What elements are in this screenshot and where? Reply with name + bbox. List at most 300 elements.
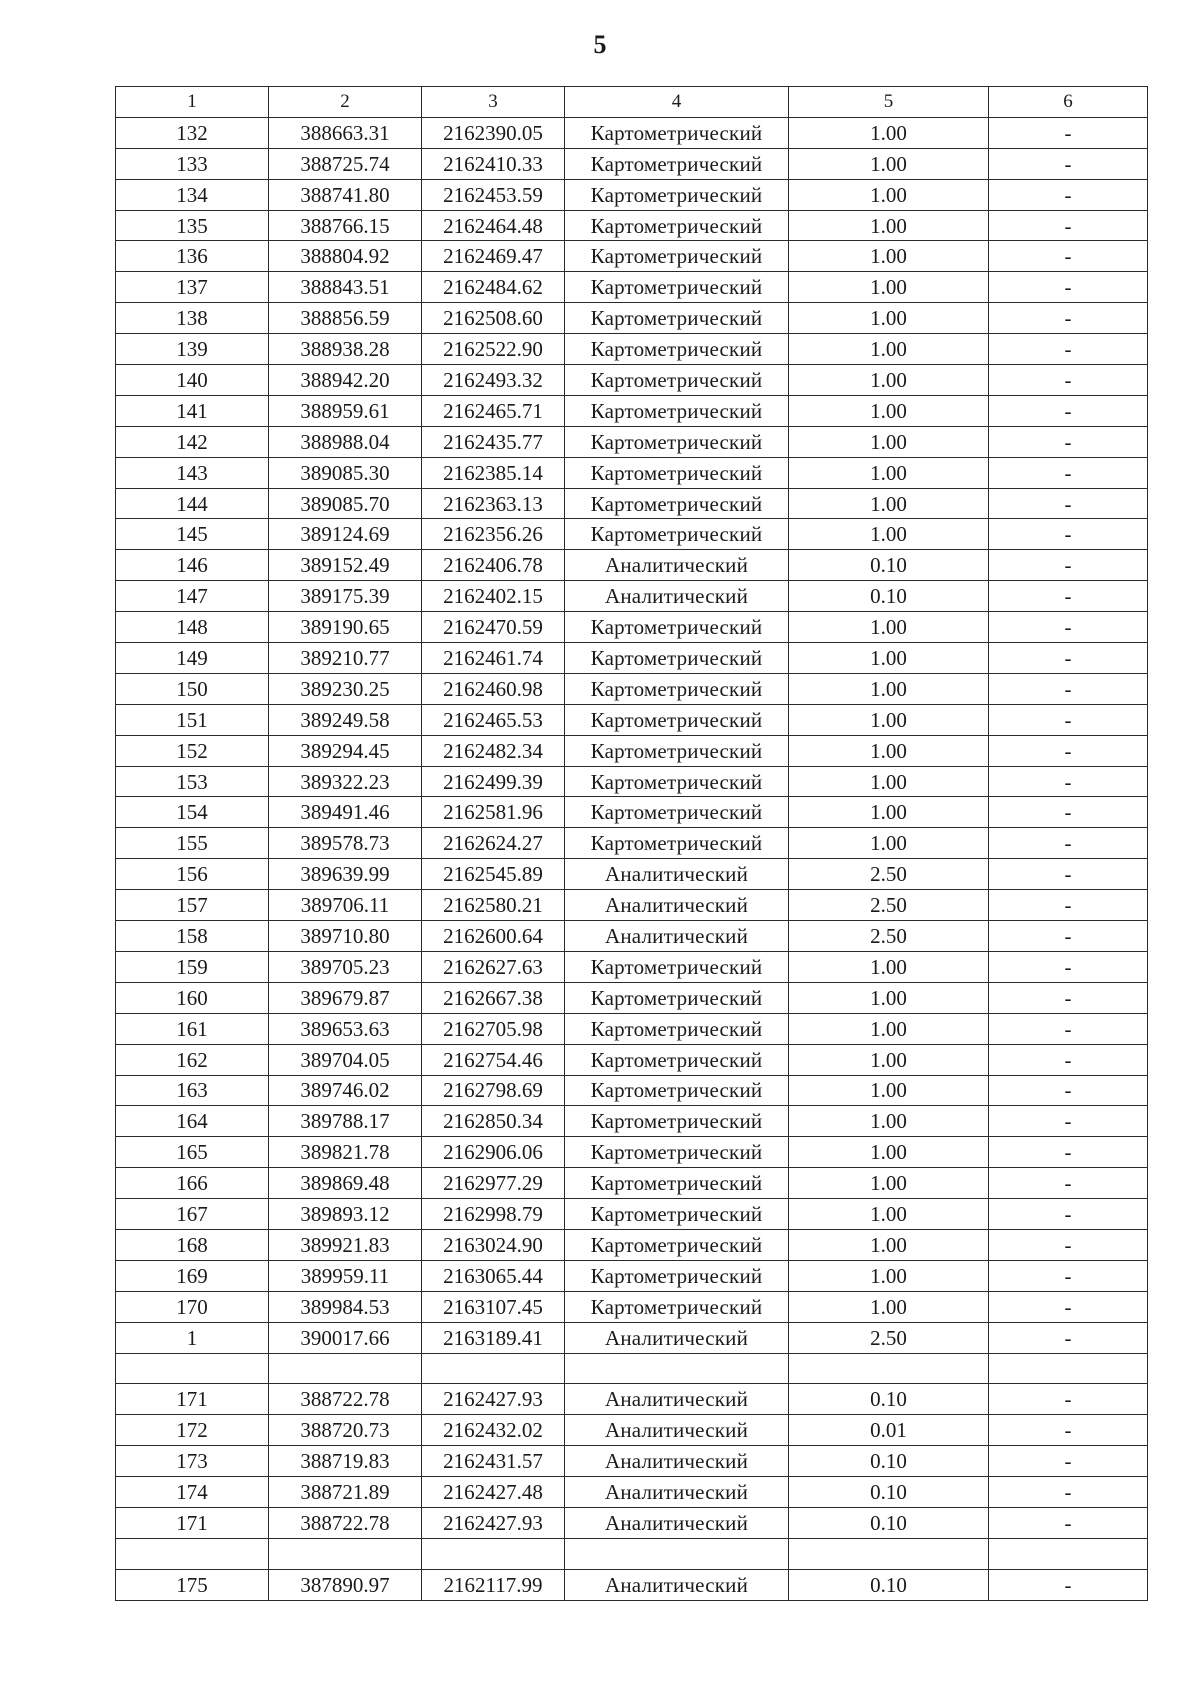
y-coordinate-cell: 2162977.29 (422, 1168, 565, 1199)
note-cell: - (989, 334, 1148, 365)
x-coordinate-cell (269, 1353, 422, 1384)
point-number-cell: 132 (116, 117, 269, 148)
y-coordinate-cell: 2162624.27 (422, 828, 565, 859)
note-cell: - (989, 828, 1148, 859)
point-number-cell: 174 (116, 1477, 269, 1508)
point-number-cell: 141 (116, 395, 269, 426)
x-coordinate-cell: 389706.11 (269, 890, 422, 921)
method-cell: Картометрический (565, 1199, 789, 1230)
note-cell: - (989, 1446, 1148, 1477)
column-header-1: 1 (116, 87, 269, 118)
y-coordinate-cell: 2162435.77 (422, 426, 565, 457)
column-header-6: 6 (989, 87, 1148, 118)
x-coordinate-cell: 388938.28 (269, 334, 422, 365)
point-number-cell: 1 (116, 1322, 269, 1353)
method-cell: Картометрический (565, 117, 789, 148)
method-cell: Картометрический (565, 1291, 789, 1322)
x-coordinate-cell: 388856.59 (269, 303, 422, 334)
table-row (116, 673, 1148, 704)
table-row (116, 735, 1148, 766)
method-cell: Картометрический (565, 426, 789, 457)
method-cell: Аналитический (565, 550, 789, 581)
method-cell: Картометрический (565, 766, 789, 797)
note-cell: - (989, 1199, 1148, 1230)
note-cell: - (989, 488, 1148, 519)
point-number-cell: 136 (116, 241, 269, 272)
table-row (116, 1384, 1148, 1415)
accuracy-cell: 0.10 (789, 1384, 989, 1415)
table-row (116, 1291, 1148, 1322)
table-row (116, 365, 1148, 396)
method-cell: Картометрический (565, 1229, 789, 1260)
x-coordinate-cell: 389230.25 (269, 673, 422, 704)
y-coordinate-cell: 2162667.38 (422, 982, 565, 1013)
note-cell: - (989, 1229, 1148, 1260)
table-row (116, 1477, 1148, 1508)
point-number-cell: 145 (116, 519, 269, 550)
y-coordinate-cell: 2162470.59 (422, 612, 565, 643)
x-coordinate-cell: 388719.83 (269, 1446, 422, 1477)
y-coordinate-cell: 2162499.39 (422, 766, 565, 797)
table-row (116, 519, 1148, 550)
point-number-cell: 173 (116, 1446, 269, 1477)
table-row (116, 1199, 1148, 1230)
note-cell: - (989, 1075, 1148, 1106)
method-cell: Картометрический (565, 982, 789, 1013)
point-number-cell: 140 (116, 365, 269, 396)
note-cell: - (989, 1322, 1148, 1353)
accuracy-cell: 1.00 (789, 148, 989, 179)
x-coordinate-cell: 389294.45 (269, 735, 422, 766)
method-cell: Картометрический (565, 1137, 789, 1168)
y-coordinate-cell: 2162998.79 (422, 1199, 565, 1230)
note-cell: - (989, 1507, 1148, 1538)
table-row (116, 303, 1148, 334)
note-cell: - (989, 519, 1148, 550)
accuracy-cell (789, 1353, 989, 1384)
y-coordinate-cell: 2162465.53 (422, 704, 565, 735)
x-coordinate-cell: 388843.51 (269, 272, 422, 303)
point-number-cell: 169 (116, 1260, 269, 1291)
x-coordinate-cell: 389190.65 (269, 612, 422, 643)
x-coordinate-cell: 389322.23 (269, 766, 422, 797)
y-coordinate-cell: 2162508.60 (422, 303, 565, 334)
method-cell: Аналитический (565, 1415, 789, 1446)
accuracy-cell: 1.00 (789, 303, 989, 334)
x-coordinate-cell: 389746.02 (269, 1075, 422, 1106)
table-row (116, 1415, 1148, 1446)
accuracy-cell: 0.01 (789, 1415, 989, 1446)
note-cell (989, 1353, 1148, 1384)
y-coordinate-cell: 2162461.74 (422, 643, 565, 674)
note-cell: - (989, 859, 1148, 890)
point-number-cell: 138 (116, 303, 269, 334)
x-coordinate-cell: 388725.74 (269, 148, 422, 179)
point-number-cell: 168 (116, 1229, 269, 1260)
note-cell: - (989, 1291, 1148, 1322)
y-coordinate-cell: 2162545.89 (422, 859, 565, 890)
point-number-cell: 153 (116, 766, 269, 797)
point-number-cell (116, 1538, 269, 1569)
accuracy-cell: 1.00 (789, 1106, 989, 1137)
accuracy-cell: 1.00 (789, 735, 989, 766)
point-number-cell: 139 (116, 334, 269, 365)
accuracy-cell: 1.00 (789, 117, 989, 148)
accuracy-cell: 0.10 (789, 1569, 989, 1600)
note-cell: - (989, 1569, 1148, 1600)
y-coordinate-cell: 2162906.06 (422, 1137, 565, 1168)
y-coordinate-cell: 2162117.99 (422, 1569, 565, 1600)
y-coordinate-cell: 2162427.93 (422, 1384, 565, 1415)
column-header-3: 3 (422, 87, 565, 118)
point-number-cell: 134 (116, 179, 269, 210)
method-cell: Картометрический (565, 457, 789, 488)
note-cell: - (989, 1106, 1148, 1137)
y-coordinate-cell: 2163065.44 (422, 1260, 565, 1291)
method-cell: Картометрический (565, 241, 789, 272)
accuracy-cell: 1.00 (789, 519, 989, 550)
point-number-cell: 170 (116, 1291, 269, 1322)
x-coordinate-cell: 389959.11 (269, 1260, 422, 1291)
method-cell: Аналитический (565, 890, 789, 921)
x-coordinate-cell: 390017.66 (269, 1322, 422, 1353)
x-coordinate-cell: 389085.70 (269, 488, 422, 519)
x-coordinate-cell: 388988.04 (269, 426, 422, 457)
x-coordinate-cell: 388722.78 (269, 1384, 422, 1415)
accuracy-cell: 1.00 (789, 951, 989, 982)
table-row (116, 1229, 1148, 1260)
note-cell: - (989, 1137, 1148, 1168)
point-number-cell: 171 (116, 1384, 269, 1415)
method-cell: Картометрический (565, 1106, 789, 1137)
accuracy-cell: 0.10 (789, 1446, 989, 1477)
note-cell: - (989, 365, 1148, 396)
x-coordinate-cell: 389921.83 (269, 1229, 422, 1260)
y-coordinate-cell: 2162627.63 (422, 951, 565, 982)
method-cell: Аналитический (565, 1446, 789, 1477)
x-coordinate-cell: 387890.97 (269, 1569, 422, 1600)
note-cell: - (989, 766, 1148, 797)
column-header-4: 4 (565, 87, 789, 118)
point-number-cell: 161 (116, 1013, 269, 1044)
method-cell: Картометрический (565, 612, 789, 643)
x-coordinate-cell: 389893.12 (269, 1199, 422, 1230)
point-number-cell: 137 (116, 272, 269, 303)
accuracy-cell: 1.00 (789, 272, 989, 303)
table-row (116, 1569, 1148, 1600)
accuracy-cell: 1.00 (789, 1199, 989, 1230)
x-coordinate-cell: 389869.48 (269, 1168, 422, 1199)
table-body (116, 117, 1148, 1600)
point-number-cell: 135 (116, 210, 269, 241)
point-number-cell: 164 (116, 1106, 269, 1137)
point-number-cell: 165 (116, 1137, 269, 1168)
note-cell: - (989, 550, 1148, 581)
method-cell: Картометрический (565, 519, 789, 550)
x-coordinate-cell: 389578.73 (269, 828, 422, 859)
x-coordinate-cell: 389821.78 (269, 1137, 422, 1168)
table-row (116, 241, 1148, 272)
column-header-2: 2 (269, 87, 422, 118)
note-cell: - (989, 735, 1148, 766)
note-cell: - (989, 303, 1148, 334)
table-row (116, 457, 1148, 488)
y-coordinate-cell: 2162484.62 (422, 272, 565, 303)
x-coordinate-cell: 389679.87 (269, 982, 422, 1013)
table-row (116, 704, 1148, 735)
point-number-cell: 171 (116, 1507, 269, 1538)
point-number-cell: 149 (116, 643, 269, 674)
method-cell: Аналитический (565, 581, 789, 612)
point-number-cell: 159 (116, 951, 269, 982)
note-cell: - (989, 797, 1148, 828)
y-coordinate-cell: 2162850.34 (422, 1106, 565, 1137)
table-row (116, 1168, 1148, 1199)
accuracy-cell: 1.00 (789, 1013, 989, 1044)
y-coordinate-cell: 2162453.59 (422, 179, 565, 210)
note-cell: - (989, 704, 1148, 735)
accuracy-cell: 0.10 (789, 550, 989, 581)
method-cell: Картометрический (565, 1075, 789, 1106)
note-cell: - (989, 890, 1148, 921)
x-coordinate-cell: 389210.77 (269, 643, 422, 674)
method-cell: Картометрический (565, 673, 789, 704)
x-coordinate-cell: 389152.49 (269, 550, 422, 581)
method-cell (565, 1353, 789, 1384)
x-coordinate-cell: 388942.20 (269, 365, 422, 396)
note-cell: - (989, 1013, 1148, 1044)
table-row (116, 550, 1148, 581)
y-coordinate-cell: 2162754.46 (422, 1044, 565, 1075)
point-number-cell: 163 (116, 1075, 269, 1106)
y-coordinate-cell: 2162410.33 (422, 148, 565, 179)
y-coordinate-cell: 2162581.96 (422, 797, 565, 828)
point-number-cell: 151 (116, 704, 269, 735)
x-coordinate-cell: 388766.15 (269, 210, 422, 241)
method-cell: Картометрический (565, 365, 789, 396)
method-cell: Аналитический (565, 1477, 789, 1508)
point-number-cell: 158 (116, 921, 269, 952)
method-cell: Аналитический (565, 1569, 789, 1600)
table-row (116, 1353, 1148, 1384)
table-row (116, 581, 1148, 612)
y-coordinate-cell: 2162482.34 (422, 735, 565, 766)
method-cell: Картометрический (565, 334, 789, 365)
point-number-cell: 143 (116, 457, 269, 488)
note-cell: - (989, 148, 1148, 179)
accuracy-cell: 1.00 (789, 982, 989, 1013)
point-number-cell: 146 (116, 550, 269, 581)
table-row (116, 210, 1148, 241)
y-coordinate-cell: 2162705.98 (422, 1013, 565, 1044)
x-coordinate-cell: 389788.17 (269, 1106, 422, 1137)
method-cell (565, 1538, 789, 1569)
accuracy-cell: 2.50 (789, 1322, 989, 1353)
x-coordinate-cell: 388720.73 (269, 1415, 422, 1446)
table-row (116, 1260, 1148, 1291)
table-row (116, 1137, 1148, 1168)
note-cell: - (989, 982, 1148, 1013)
y-coordinate-cell: 2162406.78 (422, 550, 565, 581)
note-cell: - (989, 1415, 1148, 1446)
point-number-cell: 152 (116, 735, 269, 766)
note-cell: - (989, 395, 1148, 426)
point-number-cell: 154 (116, 797, 269, 828)
accuracy-cell: 1.00 (789, 673, 989, 704)
table-row (116, 488, 1148, 519)
y-coordinate-cell: 2162427.48 (422, 1477, 565, 1508)
y-coordinate-cell: 2162580.21 (422, 890, 565, 921)
method-cell: Картометрический (565, 735, 789, 766)
y-coordinate-cell: 2163024.90 (422, 1229, 565, 1260)
note-cell: - (989, 921, 1148, 952)
y-coordinate-cell: 2162363.13 (422, 488, 565, 519)
accuracy-cell: 1.00 (789, 612, 989, 643)
y-coordinate-cell: 2162493.32 (422, 365, 565, 396)
accuracy-cell: 2.50 (789, 859, 989, 890)
x-coordinate-cell: 389124.69 (269, 519, 422, 550)
note-cell: - (989, 1260, 1148, 1291)
table-row (116, 951, 1148, 982)
method-cell: Картометрический (565, 797, 789, 828)
accuracy-cell: 1.00 (789, 1075, 989, 1106)
page-number: 5 (593, 30, 607, 59)
note-cell: - (989, 179, 1148, 210)
y-coordinate-cell: 2162522.90 (422, 334, 565, 365)
method-cell: Картометрический (565, 704, 789, 735)
point-number-cell: 156 (116, 859, 269, 890)
y-coordinate-cell: 2162465.71 (422, 395, 565, 426)
accuracy-cell: 1.00 (789, 210, 989, 241)
method-cell: Картометрический (565, 1168, 789, 1199)
method-cell: Аналитический (565, 1384, 789, 1415)
point-number-cell: 166 (116, 1168, 269, 1199)
table-row (116, 890, 1148, 921)
coordinates-table (115, 86, 1148, 1601)
point-number-cell: 175 (116, 1569, 269, 1600)
accuracy-cell: 1.00 (789, 179, 989, 210)
method-cell: Картометрический (565, 179, 789, 210)
note-cell: - (989, 241, 1148, 272)
method-cell: Картометрический (565, 210, 789, 241)
accuracy-cell: 1.00 (789, 334, 989, 365)
y-coordinate-cell: 2163189.41 (422, 1322, 565, 1353)
accuracy-cell: 1.00 (789, 1044, 989, 1075)
x-coordinate-cell: 389653.63 (269, 1013, 422, 1044)
method-cell: Картометрический (565, 1044, 789, 1075)
y-coordinate-cell: 2162469.47 (422, 241, 565, 272)
method-cell: Картометрический (565, 488, 789, 519)
x-coordinate-cell (269, 1538, 422, 1569)
y-coordinate-cell: 2162385.14 (422, 457, 565, 488)
method-cell: Картометрический (565, 395, 789, 426)
point-number-cell: 150 (116, 673, 269, 704)
note-cell: - (989, 1168, 1148, 1199)
x-coordinate-cell: 389249.58 (269, 704, 422, 735)
point-number-cell: 147 (116, 581, 269, 612)
point-number-cell: 172 (116, 1415, 269, 1446)
method-cell: Аналитический (565, 1322, 789, 1353)
accuracy-cell: 1.00 (789, 241, 989, 272)
accuracy-cell (789, 1538, 989, 1569)
accuracy-cell: 1.00 (789, 1137, 989, 1168)
table-row (116, 643, 1148, 674)
table-row (116, 1322, 1148, 1353)
table-row (116, 1538, 1148, 1569)
x-coordinate-cell: 388721.89 (269, 1477, 422, 1508)
accuracy-cell: 1.00 (789, 457, 989, 488)
y-coordinate-cell: 2162356.26 (422, 519, 565, 550)
accuracy-cell: 1.00 (789, 1260, 989, 1291)
table-row (116, 859, 1148, 890)
table-row (116, 1507, 1148, 1538)
y-coordinate-cell: 2162390.05 (422, 117, 565, 148)
method-cell: Картометрический (565, 303, 789, 334)
table-row (116, 797, 1148, 828)
accuracy-cell: 2.50 (789, 921, 989, 952)
y-coordinate-cell: 2162431.57 (422, 1446, 565, 1477)
table-row (116, 1075, 1148, 1106)
table-row (116, 179, 1148, 210)
point-number-cell: 148 (116, 612, 269, 643)
point-number-cell: 142 (116, 426, 269, 457)
accuracy-cell: 0.10 (789, 581, 989, 612)
accuracy-cell: 1.00 (789, 365, 989, 396)
table-header (116, 87, 1148, 118)
note-cell (989, 1538, 1148, 1569)
y-coordinate-cell: 2162464.48 (422, 210, 565, 241)
x-coordinate-cell: 389704.05 (269, 1044, 422, 1075)
accuracy-cell: 1.00 (789, 797, 989, 828)
accuracy-cell: 1.00 (789, 395, 989, 426)
point-number-cell: 162 (116, 1044, 269, 1075)
point-number-cell: 144 (116, 488, 269, 519)
note-cell: - (989, 426, 1148, 457)
accuracy-cell: 1.00 (789, 643, 989, 674)
table-row (116, 828, 1148, 859)
accuracy-cell: 1.00 (789, 1168, 989, 1199)
method-cell: Картометрический (565, 828, 789, 859)
table-row (116, 334, 1148, 365)
accuracy-cell: 2.50 (789, 890, 989, 921)
method-cell: Картометрический (565, 1013, 789, 1044)
point-number-cell: 167 (116, 1199, 269, 1230)
table-row (116, 766, 1148, 797)
x-coordinate-cell: 388959.61 (269, 395, 422, 426)
header-row (116, 87, 1148, 118)
x-coordinate-cell: 388663.31 (269, 117, 422, 148)
note-cell: - (989, 1384, 1148, 1415)
point-number-cell: 155 (116, 828, 269, 859)
note-cell: - (989, 117, 1148, 148)
y-coordinate-cell (422, 1538, 565, 1569)
point-number-cell: 160 (116, 982, 269, 1013)
x-coordinate-cell: 389639.99 (269, 859, 422, 890)
note-cell: - (989, 1477, 1148, 1508)
x-coordinate-cell: 389710.80 (269, 921, 422, 952)
y-coordinate-cell: 2162798.69 (422, 1075, 565, 1106)
note-cell: - (989, 457, 1148, 488)
method-cell: Картометрический (565, 1260, 789, 1291)
table-row (116, 982, 1148, 1013)
accuracy-cell: 1.00 (789, 1291, 989, 1322)
table-row (116, 148, 1148, 179)
method-cell: Картометрический (565, 951, 789, 982)
accuracy-cell: 0.10 (789, 1507, 989, 1538)
table-row (116, 612, 1148, 643)
table-row (116, 1044, 1148, 1075)
accuracy-cell: 0.10 (789, 1477, 989, 1508)
